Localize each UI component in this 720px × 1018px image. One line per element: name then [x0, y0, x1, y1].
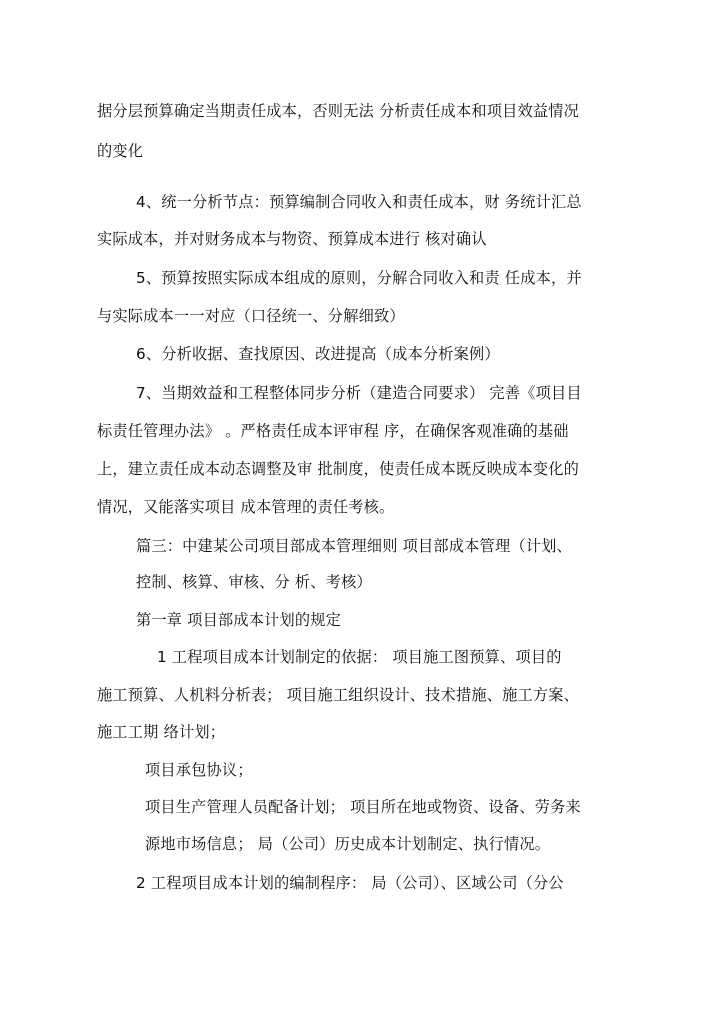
text-line: 控制、核算、审核、分 析、考核）	[136, 573, 372, 591]
text-line: 施工预算、人机料分析表； 项目施工组织设计、技术措施、施工方案、	[97, 686, 580, 704]
text-line: 7、当期效益和工程整体同步分析（建造合同要求） 完善《项目目	[136, 384, 582, 402]
text-line: 2 工程项目成本计划的编制程序： 局（公司）、区域公司（分公	[136, 874, 564, 892]
text-line: 情况，又能落实项目 成本管理的责任考核。	[97, 498, 395, 516]
text-line: 与实际成本一一对应（口径统一、分解细致）	[97, 307, 405, 325]
text-line: 据分层预算确定当期责任成本，否则无法 分析责任成本和项目效益情况	[97, 102, 580, 120]
text-line: 的变化	[97, 142, 144, 160]
text-line: 标责任管理办法》 。严格责任成本评审程 序，在确保客观准确的基础	[97, 422, 569, 440]
text-line: 4、统一分析节点：预算编制合同收入和责任成本，财 务统计汇总	[136, 193, 582, 211]
text-line: 5、预算按照实际成本组成的原则，分解合同收入和责 任成本，并	[136, 269, 582, 287]
text-line: 项目承包协议；	[145, 761, 253, 779]
text-line: 源地市场信息； 局（公司）历史成本计划制定、执行情况。	[145, 835, 551, 853]
text-line: 篇三：中建某公司项目部成本管理细则 项目部成本管理（计划、	[136, 537, 572, 555]
text-line: 实际成本，并对财务成本与物资、预算成本进行 核对确认	[97, 230, 487, 248]
text-line: 上，建立责任成本动态调整及审 批制度，使责任成本既反映成本变化的	[97, 460, 580, 478]
text-line: 第一章 项目部成本计划的规定	[136, 611, 342, 629]
text-line: 1 工程项目成本计划制定的依据： 项目施工图预算、项目的	[157, 648, 562, 666]
text-line: 施工工期 络计划；	[97, 723, 226, 741]
text-line: 项目生产管理人员配备计划； 项目所在地或物资、设备、劳务来	[145, 798, 581, 816]
text-line: 6、分析收据、查找原因、改进提高（成本分析案例）	[136, 345, 500, 363]
